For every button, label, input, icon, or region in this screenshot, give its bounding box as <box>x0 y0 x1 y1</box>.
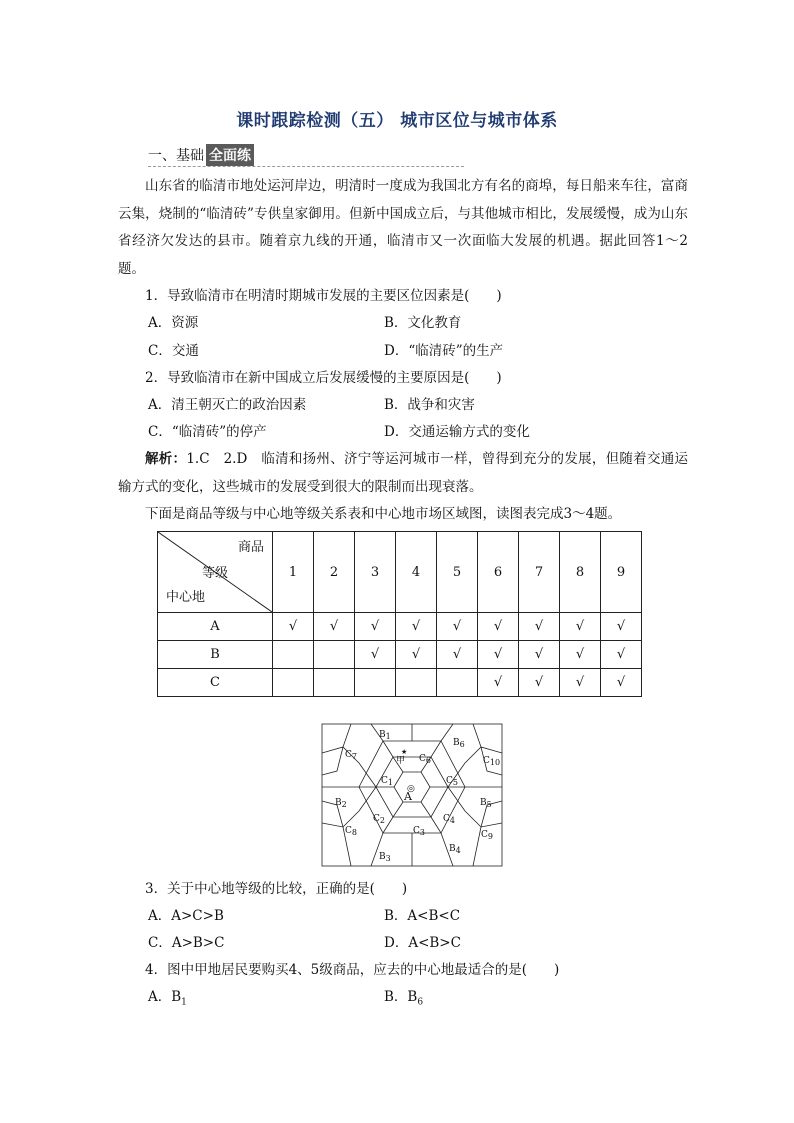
map-label-c1: C1 <box>381 776 393 787</box>
q1-option-c[interactable]: C．交通 <box>148 343 199 359</box>
map-label-c10: C10 <box>483 756 501 767</box>
map-label-b3: B3 <box>379 852 391 863</box>
q1-option-d[interactable]: D．“临清砖”的生产 <box>384 343 504 359</box>
q2-option-b[interactable]: B．战争和灾害 <box>384 397 475 413</box>
q2-stem: 2．导致临清市在新中国成立后发展缓慢的主要原因是( ) <box>145 370 502 386</box>
q4-stem: 4．图中甲地居民要购买4、5级商品，应去的中心地最适合的是( ) <box>145 962 560 978</box>
map-label-c3: C3 <box>413 826 425 837</box>
table-cell: √ <box>478 641 519 669</box>
map-label-c9: C9 <box>481 830 493 841</box>
row-label: B <box>158 641 273 669</box>
column-header: 9 <box>601 532 642 613</box>
table-cell: √ <box>519 641 560 669</box>
grade-table <box>157 531 642 697</box>
q3-option-b[interactable]: B．A<B<C <box>384 908 461 924</box>
table-row <box>158 669 642 697</box>
table-cell: √ <box>314 613 355 641</box>
map-label-b6: B6 <box>453 738 465 749</box>
column-header: 6 <box>478 532 519 613</box>
table-cell <box>355 669 396 697</box>
table-cell <box>273 669 314 697</box>
table-cell: √ <box>437 641 478 669</box>
table-cell: √ <box>601 613 642 641</box>
q1-stem: 1．导致临清市在明清时期城市发展的主要区位因素是( ) <box>145 288 502 304</box>
column-header: 8 <box>560 532 601 613</box>
table-cell: √ <box>601 669 642 697</box>
q3-option-d[interactable]: D．A<B>C <box>384 935 461 951</box>
map-label-c4: C4 <box>443 814 455 825</box>
q1-option-a[interactable]: A．资源 <box>148 315 199 331</box>
q4-option-a[interactable]: A．$B_1$ <box>148 989 187 1008</box>
q3-option-c[interactable]: C．A>B>C <box>148 935 225 951</box>
column-header: 4 <box>396 532 437 613</box>
row-label: A <box>158 613 273 641</box>
column-header: 3 <box>355 532 396 613</box>
header-goods: 商品 <box>237 540 264 555</box>
table-corner-header <box>158 532 273 613</box>
table-cell: √ <box>560 641 601 669</box>
analysis-label: 解析： <box>145 451 187 467</box>
q1-option-b[interactable]: B．文化教育 <box>384 315 462 331</box>
table-cell: √ <box>519 613 560 641</box>
map-label-c5: C5 <box>446 776 458 787</box>
star-icon: ★ <box>401 748 408 756</box>
map-label-b5: B5 <box>480 798 492 809</box>
map-label-c6: C6 <box>419 754 431 765</box>
section-heading <box>148 144 464 167</box>
section-highlight: 全面练 <box>206 144 254 166</box>
table-cell: √ <box>396 641 437 669</box>
map-label-c7: C7 <box>345 750 357 761</box>
map-label-jia: 甲 <box>396 756 406 766</box>
map-center-symbol: ◎ <box>407 784 415 794</box>
row-label: C <box>158 669 273 697</box>
q3-stem: 3．关于中心地等级的比较，正确的是( ) <box>145 881 408 897</box>
table-row <box>158 613 642 641</box>
table-cell: √ <box>478 669 519 697</box>
map-outer-lines <box>322 724 502 866</box>
table-cell <box>314 669 355 697</box>
column-header: 1 <box>273 532 314 613</box>
page-title: 课时跟踪检测（五） 城市区位与城市体系 <box>236 111 558 131</box>
table-cell: √ <box>355 613 396 641</box>
header-grade: 等级 <box>202 566 229 581</box>
q2-option-d[interactable]: D．交通运输方式的变化 <box>384 424 530 440</box>
q4-option-b[interactable]: B．$B_6$ <box>384 989 424 1008</box>
q3-option-a[interactable]: A．A>C>B <box>148 908 224 924</box>
map-label-b2: B2 <box>335 798 347 809</box>
table-cell <box>273 641 314 669</box>
table-intro: 下面是商品等级与中心地等级关系表和中心地市场区域图，读图表完成3～4题。 <box>145 506 622 522</box>
table-cell <box>437 669 478 697</box>
table-cell <box>314 641 355 669</box>
column-header: 7 <box>519 532 560 613</box>
table-cell: √ <box>560 613 601 641</box>
analysis-text: 1.C 2.D 临清和扬州、济宁等运河城市一样，曾得到充分的发展，但随着交通运输方式的变化，这些城市的发展受到很大的限制而出现衰落。 <box>118 451 689 495</box>
q2-option-c[interactable]: C．“临清砖”的停产 <box>148 424 267 440</box>
table-cell: √ <box>601 641 642 669</box>
map-label-b4: B4 <box>449 844 461 855</box>
map-label-a: A <box>404 790 412 803</box>
map-label-c2: C2 <box>373 814 385 825</box>
table-cell: √ <box>273 613 314 641</box>
table-cell <box>396 669 437 697</box>
column-header: 5 <box>437 532 478 613</box>
table-cell: √ <box>478 613 519 641</box>
table-cell: √ <box>355 641 396 669</box>
table-row <box>158 641 642 669</box>
table-cell: √ <box>519 669 560 697</box>
q2-option-a[interactable]: A．清王朝灭亡的政治因素 <box>148 397 307 413</box>
header-center: 中心地 <box>166 590 206 605</box>
intro-paragraph: 山东省的临清市地处运河岸边，明清时一度成为我国北方有名的商埠，每日船来车往，富商云集，烧制的“临清砖”专供皇家御用。但新中国成立后，与其他城市相比，发展缓慢，成为山东省经济欠发达的县市。随着京九线的开通，临清市又一次面临大发展的机遇。据此回答1～2题。 <box>118 178 688 277</box>
table-cell: √ <box>396 613 437 641</box>
map-label-c8: C8 <box>345 826 357 837</box>
map-label-b1: B1 <box>379 730 391 741</box>
table-cell: √ <box>560 669 601 697</box>
analysis-paragraph <box>118 446 688 501</box>
column-header: 2 <box>314 532 355 613</box>
table-cell: √ <box>437 613 478 641</box>
market-area-map <box>321 723 503 867</box>
section-prefix: 一、基础 <box>148 148 204 164</box>
